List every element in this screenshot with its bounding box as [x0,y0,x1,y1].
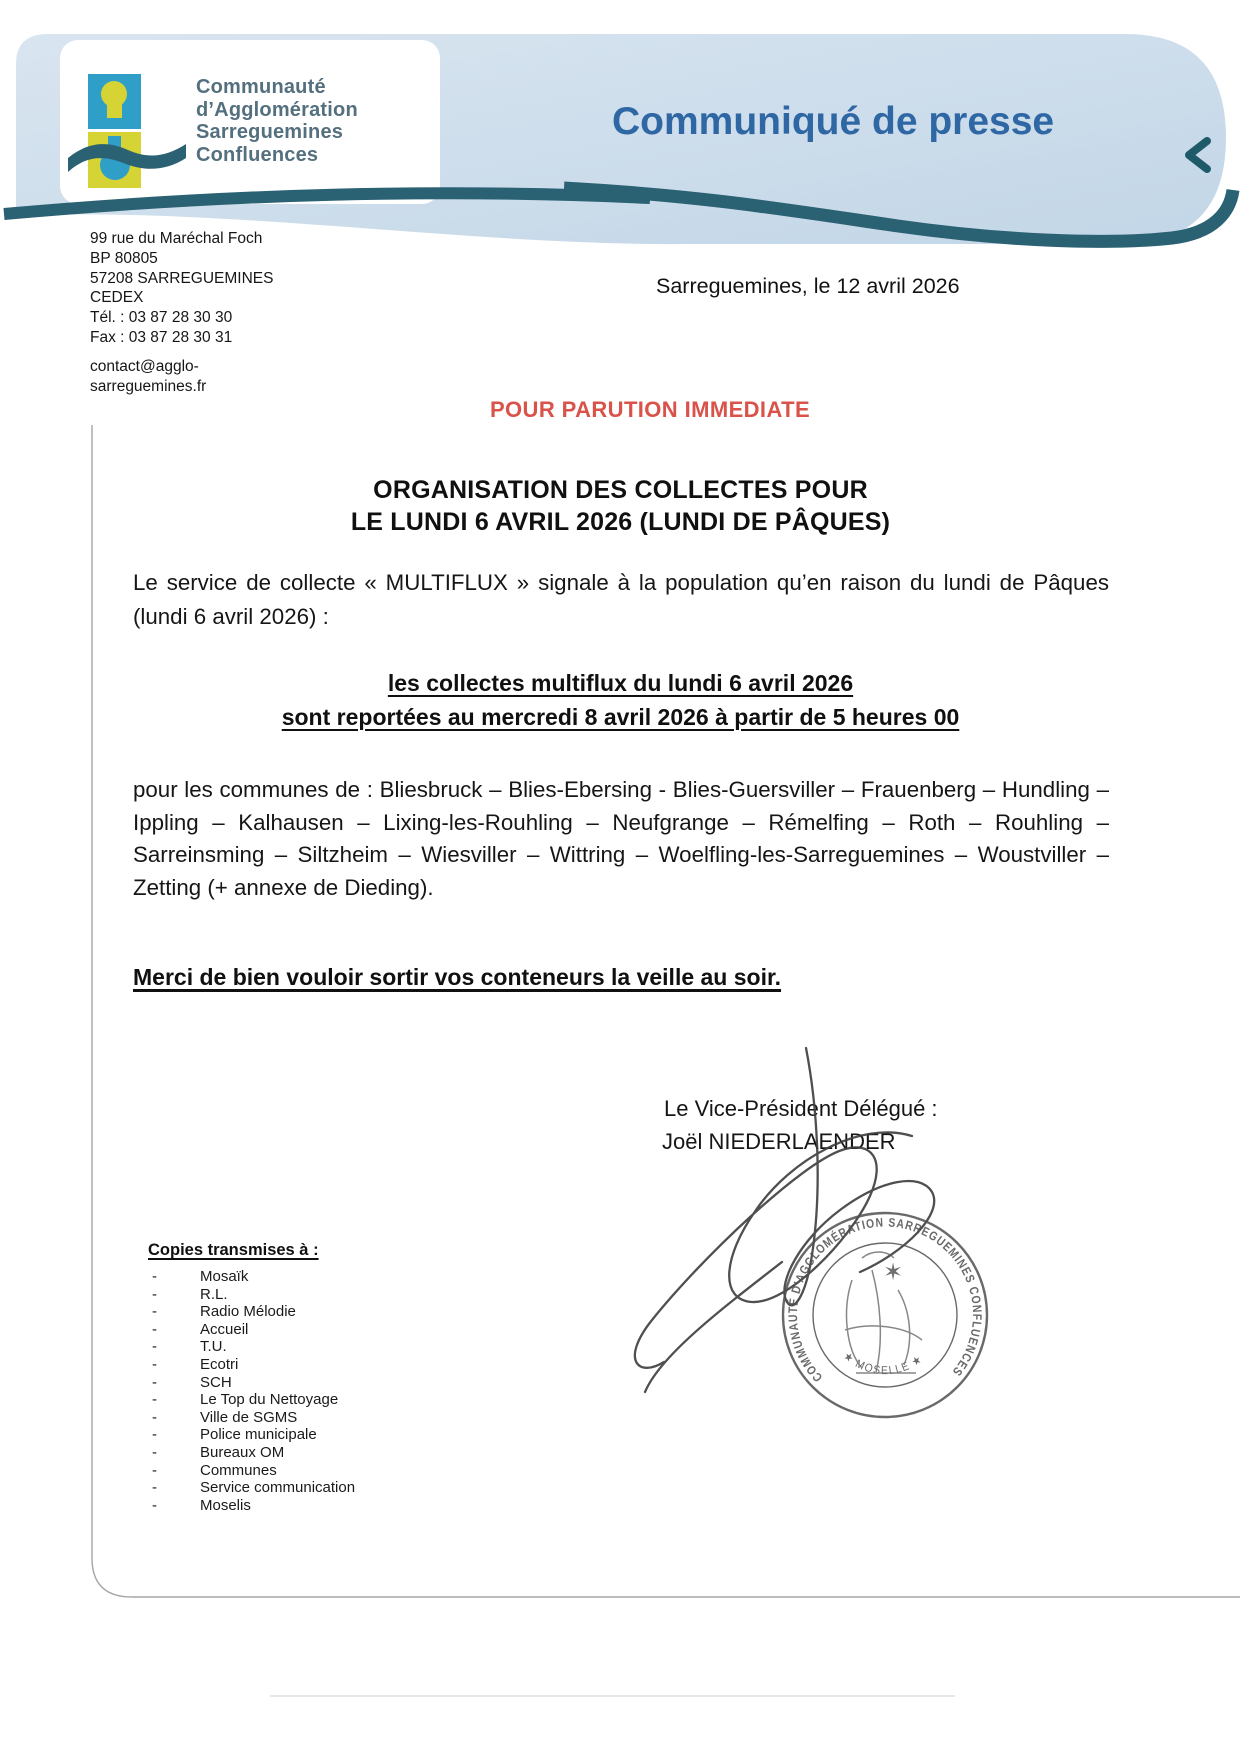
address-line: 57208 SARREGUEMINES [90,269,274,287]
banner-title: Communiqué de presse [612,100,1055,143]
copies-item-label: Ville de SGMS [200,1408,298,1426]
official-stamp [783,1213,987,1417]
stamp-star-icon: ✶ [882,1259,904,1286]
email-line: contact@agglo- [90,358,199,375]
document-title-line1: ORGANISATION DES COLLECTES POUR [373,476,868,504]
dash-bullet: - [152,1373,157,1391]
address-line: BP 80805 [90,249,158,267]
dateline: Sarreguemines, le 12 avril 2026 [656,274,960,298]
dash-bullet: - [152,1496,157,1514]
logo-wordmark-line: d’Agglomération [196,98,358,121]
email-line: sarreguemines.fr [90,377,207,395]
intro-paragraph: Le service de collecte « MULTIFLUX » signale à la population qu’en raison du lundi de Pâques (lundi 6 avril 2026) : [133,570,1109,629]
address-line: Tél. : 03 87 28 30 30 [90,309,233,327]
reminder-line: Merci de bien vouloir sortir vos conteneurs la veille au soir. [133,964,782,990]
stamp-ring-text: COMMUNAUTÉ D'AGGLOMÉRATION SARREGUEMINES CONFLUENCES [785,1215,985,1385]
copies-item-label: Ecotri [200,1355,239,1373]
stamp-bottom-text: ★ MOSELLE ★ [840,1350,927,1378]
copies-item-label: Moselis [200,1496,251,1514]
dash-bullet: - [152,1426,157,1444]
copies-item-label: R.L. [200,1285,228,1303]
copies-item-label: Accueil [200,1320,249,1338]
copies-item-label: Communes [200,1461,277,1479]
document-title-line2: LE LUNDI 6 AVRIL 2026 (LUNDI DE PÂQUES) [350,508,891,536]
copies-item-label: Police municipale [200,1426,317,1444]
copies-item-label: Mosaïk [200,1268,249,1285]
copies-heading: Copies transmises à : [148,1241,319,1259]
communes-paragraph: pour les communes de : Bliesbruck – Blies-Ebersing - Blies-Guersviller – Frauenberg – Hundling – Ippling – Kalhausen – Lixing-les-Rouhling – Neufgrange – Rémelfing – Roth – Rouhling – Sarreinsming – Siltzheim – Wiesviller – Wittring – Woelfling-les-Sarreguemines – Woustviller – Zetting (+ annexe de Dieding). [133,777,1109,900]
copies-item-label: Radio Mélodie [200,1303,296,1321]
logo-wordmark-line: Confluences [196,143,319,166]
address-line: 99 rue du Maréchal Foch [90,230,263,247]
signature-name: Joël NIEDERLAENDER [662,1129,896,1154]
address-line: Fax : 03 87 28 30 31 [90,328,233,346]
dash-bullet: - [152,1391,157,1409]
dash-bullet: - [152,1303,157,1321]
release-notice: POUR PARUTION IMMEDIATE [489,397,811,422]
highlight-line-2: sont reportées au mercredi 8 avril 2026 à partir de 5 heures 00 [281,704,960,730]
copies-item-label: SCH [200,1373,232,1391]
signature-role: Le Vice-Président Délégué : [664,1096,938,1121]
copies-item-label: Service communication [200,1479,356,1497]
address-line: CEDEX [90,289,144,307]
copies-item-label: T.U. [200,1338,227,1356]
dash-bullet: - [152,1461,157,1479]
logo-wordmark-line: Sarreguemines [196,121,344,143]
dash-bullet: - [152,1338,157,1356]
dash-bullet: - [152,1408,157,1426]
copies-item-label: Bureaux OM [200,1443,285,1461]
dash-bullet: - [152,1443,157,1461]
highlight-line-1: les collectes multiflux du lundi 6 avril 2026 [387,670,854,696]
dash-bullet: - [152,1285,157,1303]
dash-bullet: - [152,1479,157,1497]
copies-item-label: Le Top du Nettoyage [200,1391,339,1409]
dash-bullet: - [152,1268,157,1285]
logo-wordmark-line: Communauté [196,76,326,98]
dash-bullet: - [152,1355,157,1373]
dash-bullet: - [152,1320,157,1338]
